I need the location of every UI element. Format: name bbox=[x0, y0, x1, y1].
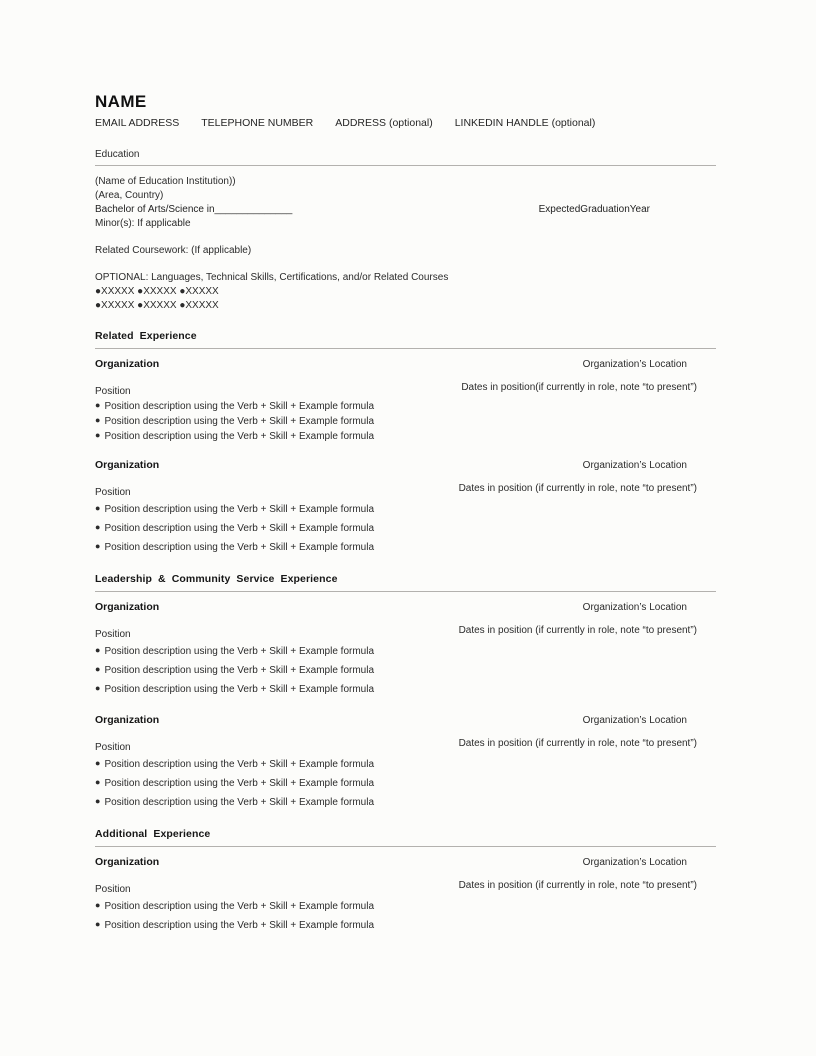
section-title-education: Education bbox=[95, 149, 140, 160]
education-optional-note: OPTIONAL: Languages, Technical Skills, Certifications, and/or Related Courses bbox=[95, 272, 449, 283]
bullet-icon: ● bbox=[95, 415, 101, 425]
bullet-item bbox=[95, 519, 716, 538]
bullet-icon: ● bbox=[95, 777, 101, 787]
contact-email: EMAIL ADDRESS bbox=[95, 117, 180, 129]
organization-name: Organization bbox=[95, 714, 160, 726]
organization-name: Organization bbox=[95, 601, 160, 613]
organization-row bbox=[95, 358, 716, 370]
organization-row bbox=[95, 714, 716, 726]
experience-section-additional bbox=[95, 828, 716, 935]
contact-address: ADDRESS (optional) bbox=[335, 117, 433, 129]
bullet-item bbox=[95, 429, 716, 444]
position-row bbox=[95, 382, 716, 397]
bullet-item bbox=[95, 538, 716, 557]
bullet-icon: ● bbox=[95, 758, 101, 768]
position-dates: Dates in position (if currently in role, note “to present”) bbox=[458, 625, 697, 636]
education-skills-row: ●XXXXX ●XXXXX ●XXXXX bbox=[95, 286, 219, 297]
bullet-text: Position description using the Verb + Skill + Example formula bbox=[104, 416, 375, 427]
organization-location: Organization’s Location bbox=[582, 359, 687, 370]
bullet-icon: ● bbox=[95, 900, 101, 910]
education-graduation-year: ExpectedGraduationYear bbox=[538, 204, 650, 215]
bullet-text: Position description using the Verb + Skill + Example formula bbox=[104, 542, 375, 553]
bullet-text: Position description using the Verb + Skill + Example formula bbox=[104, 431, 375, 442]
position-row bbox=[95, 880, 716, 895]
bullet-icon: ● bbox=[95, 541, 101, 551]
bullet-icon: ● bbox=[95, 430, 101, 440]
bullet-item bbox=[95, 897, 716, 916]
position-title: Position bbox=[95, 629, 131, 640]
bullet-list bbox=[95, 642, 716, 699]
experience-entry bbox=[95, 358, 716, 444]
education-skills-row: ●XXXXX ●XXXXX ●XXXXX bbox=[95, 300, 219, 311]
bullet-icon: ● bbox=[95, 919, 101, 929]
bullet-item bbox=[95, 916, 716, 935]
bullet-item bbox=[95, 793, 716, 812]
position-row bbox=[95, 483, 716, 498]
bullet-text: Position description using the Verb + Skill + Example formula bbox=[104, 778, 375, 789]
organization-row bbox=[95, 856, 716, 868]
bullet-text: Position description using the Verb + Skill + Example formula bbox=[104, 797, 375, 808]
education-degree-row bbox=[95, 203, 716, 217]
section-divider bbox=[95, 348, 716, 349]
bullet-text: Position description using the Verb + Skill + Example formula bbox=[104, 665, 375, 676]
bullet-text: Position description using the Verb + Skill + Example formula bbox=[104, 920, 375, 931]
bullet-list bbox=[95, 500, 716, 557]
bullet-icon: ● bbox=[95, 683, 101, 693]
bullet-list bbox=[95, 399, 716, 444]
bullet-item bbox=[95, 500, 716, 519]
bullet-text: Position description using the Verb + Skill + Example formula bbox=[104, 759, 375, 770]
experience-section-related bbox=[95, 330, 716, 557]
position-row bbox=[95, 625, 716, 640]
position-dates: Dates in position (if currently in role, note “to present”) bbox=[458, 880, 697, 891]
education-area: (Area, Country) bbox=[95, 190, 164, 201]
bullet-icon: ● bbox=[95, 796, 101, 806]
bullet-item bbox=[95, 680, 716, 699]
education-degree: Bachelor of Arts/Science in______________ bbox=[95, 204, 293, 215]
bullet-item bbox=[95, 414, 716, 429]
experience-entry bbox=[95, 459, 716, 557]
education-coursework: Related Coursework: (If applicable) bbox=[95, 245, 252, 256]
bullet-text: Position description using the Verb + Skill + Example formula bbox=[104, 684, 375, 695]
bullet-icon: ● bbox=[95, 400, 101, 410]
bullet-icon: ● bbox=[95, 645, 101, 655]
contact-linkedin: LINKEDIN HANDLE (optional) bbox=[454, 117, 596, 129]
education-divider bbox=[95, 165, 716, 166]
bullet-item bbox=[95, 755, 716, 774]
bullet-item bbox=[95, 774, 716, 793]
section-title: Additional Experience bbox=[95, 828, 211, 840]
experience-entry bbox=[95, 601, 716, 699]
organization-name: Organization bbox=[95, 459, 160, 471]
experience-section-leadership bbox=[95, 573, 716, 812]
bullet-list bbox=[95, 755, 716, 812]
section-divider bbox=[95, 846, 716, 847]
section-title: Leadership & Community Service Experience bbox=[95, 573, 338, 585]
organization-location: Organization’s Location bbox=[582, 857, 687, 868]
bullet-list bbox=[95, 897, 716, 935]
bullet-icon: ● bbox=[95, 522, 101, 532]
experience-entry bbox=[95, 714, 716, 812]
position-title: Position bbox=[95, 742, 131, 753]
bullet-text: Position description using the Verb + Skill + Example formula bbox=[104, 646, 375, 657]
organization-name: Organization bbox=[95, 856, 160, 868]
bullet-item bbox=[95, 661, 716, 680]
organization-location: Organization’s Location bbox=[582, 602, 687, 613]
position-dates: Dates in position(if currently in role, note “to present”) bbox=[461, 382, 697, 393]
bullet-item bbox=[95, 399, 716, 414]
position-dates: Dates in position (if currently in role, note “to present”) bbox=[458, 738, 697, 749]
position-title: Position bbox=[95, 386, 131, 397]
organization-location: Organization’s Location bbox=[582, 715, 687, 726]
bullet-text: Position description using the Verb + Skill + Example formula bbox=[104, 504, 375, 515]
organization-row bbox=[95, 601, 716, 613]
name-heading: NAME bbox=[95, 92, 147, 111]
position-row bbox=[95, 738, 716, 753]
bullet-text: Position description using the Verb + Skill + Example formula bbox=[104, 401, 375, 412]
position-dates: Dates in position (if currently in role, note “to present”) bbox=[458, 483, 697, 494]
experience-entry bbox=[95, 856, 716, 935]
bullet-text: Position description using the Verb + Skill + Example formula bbox=[104, 901, 375, 912]
position-title: Position bbox=[95, 884, 131, 895]
bullet-text: Position description using the Verb + Skill + Example formula bbox=[104, 523, 375, 534]
bullet-icon: ● bbox=[95, 503, 101, 513]
bullet-item bbox=[95, 642, 716, 661]
bullet-icon: ● bbox=[95, 664, 101, 674]
section-divider bbox=[95, 591, 716, 592]
section-title: Related Experience bbox=[95, 330, 197, 342]
organization-name: Organization bbox=[95, 358, 160, 370]
organization-location: Organization’s Location bbox=[582, 460, 687, 471]
position-title: Position bbox=[95, 487, 131, 498]
education-minors: Minor(s): If applicable bbox=[95, 218, 191, 229]
contact-row bbox=[95, 117, 716, 129]
contact-phone: TELEPHONE NUMBER bbox=[201, 117, 314, 129]
organization-row bbox=[95, 459, 716, 471]
education-institution: (Name of Education Institution)) bbox=[95, 176, 236, 187]
